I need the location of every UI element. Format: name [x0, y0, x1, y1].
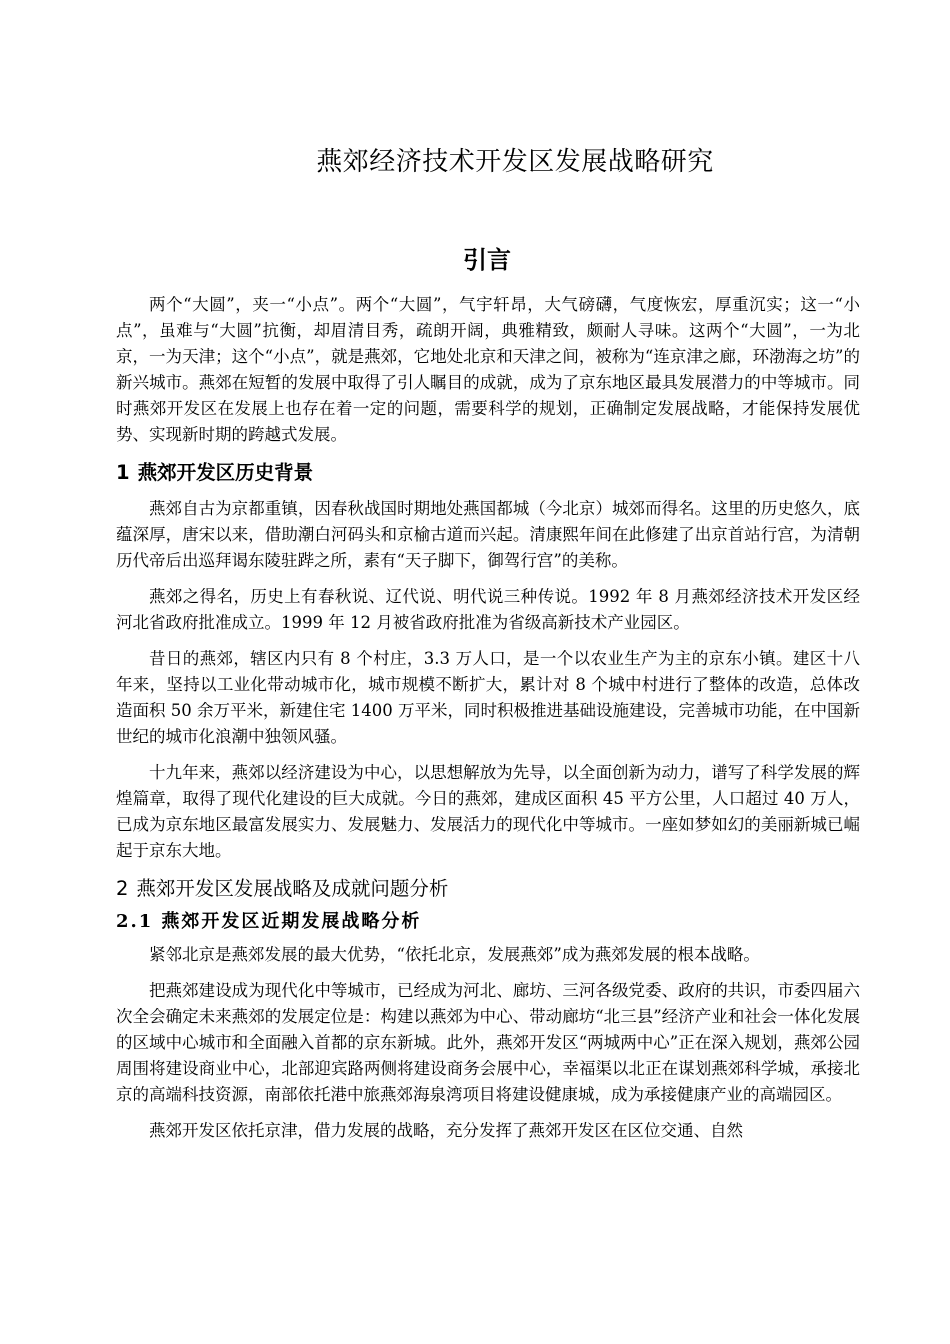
- section-1-paragraph: 十九年来，燕郊以经济建设为中心，以思想解放为先导，以全面创新为动力，谱写了科学发展的辉煌篇章，取得了现代化建设的巨大成就。今日的燕郊，建成区面积 45 平方公里，人口超过 40 万人，已成为京东地区最富发展实力、发展魅力、发展活力的现代化中等城市。一座如梦如幻的美丽新城已崛起于京东大地。: [116, 763, 860, 860]
- section-2-heading: [116, 874, 860, 904]
- section-2-1-number: 2.1: [116, 911, 154, 932]
- section-1-number: 1: [116, 461, 130, 484]
- document-title: 燕郊经济技术开发区发展战略研究: [316, 147, 714, 177]
- intro-paragraph: 两个“大圆”，夹一“小点”。两个“大圆”，气宇轩昂，大气磅礴，气度恢宏，厚重沉实；这一“小点”，虽难与“大圆”抗衡，却眉清目秀，疏朗开阔，典雅精致，颇耐人寻味。这两个“大圆”，一为北京，一为天津；这个“小点”，就是燕郊，它地处北京和天津之间，被称为“连京津之廊，环渤海之坊”的新兴城市。燕郊在短暂的发展中取得了引人瞩目的成就，成为了京东地区最具发展潜力的中等城市。同时燕郊开发区在发展上也存在着一定的问题，需要科学的规划，正确制定发展战略，才能保持发展优势、实现新时期的跨越式发展。: [116, 295, 860, 444]
- section-1-paragraph: 燕郊自古为京都重镇，因春秋战国时期地处燕国都城（今北京）城郊而得名。这里的历史悠久，底蕴深厚，唐宋以来，借助潮白河码头和京榆古道而兴起。清康熙年间在此修建了出京首站行宫，为清朝历代帝后出巡拜谒东陵驻跸之所，素有“天子脚下，御驾行宫”的美称。: [116, 499, 860, 570]
- section-1-paragraph: 昔日的燕郊，辖区内只有 8 个村庄，3.3 万人口，是一个以农业生产为主的京东小镇。建区十八年来，坚持以工业化带动城市化，城市规模不断扩大，累计对 8 个城中村进行了整体的改造，总体改造面积 50 余万平米，新建住宅 1400 万平米，同时积极推进基础设施建设，完善城市功能，在中国新世纪的城市化浪潮中独领风骚。: [116, 649, 860, 746]
- section-2-1-paragraph: 把燕郊建设成为现代化中等城市，已经成为河北、廊坊、三河各级党委、政府的共识，市委四届六次全会确定未来燕郊的发展定位是：构建以燕郊为中心、带动廊坊“北三县”经济产业和社会一体化发展的区域中心城市和全面融入首都的京东新城。此外，燕郊开发区“两城两中心”正在深入规划，燕郊公园周围将建设商业中心，北部迎宾路两侧将建设商务会展中心，幸福渠以北正在谋划燕郊科学城，承接北京的高端科技资源，南部依托港中旅燕郊海泉湾项目将建设健康城，成为承接健康产业的高端园区。: [116, 981, 860, 1104]
- section-2-number: 2: [116, 877, 129, 900]
- section-2-1-paragraph: 燕郊开发区依托京津，借力发展的战略，充分发挥了燕郊开发区在区位交通、自然: [149, 1121, 743, 1140]
- section-1-title: 燕郊开发区历史背景: [137, 461, 314, 484]
- document-body: [116, 292, 860, 1154]
- intro-heading: 引言: [463, 246, 511, 274]
- section-2-1-title: 燕郊开发区近期发展战略分析: [161, 911, 422, 932]
- section-1-paragraph: 燕郊之得名，历史上有春秋说、辽代说、明代说三种传说。1992 年 8 月燕郊经济技术开发区经河北省政府批准成立。1999 年 12 月被省政府批准为省级高新技术产业园区。: [116, 587, 860, 632]
- section-2-1-paragraph: 紧邻北京是燕郊发展的最大优势，“依托北京，发展燕郊”成为燕郊发展的根本战略。: [149, 945, 760, 964]
- section-2-title: 燕郊开发区发展战略及成就问题分析: [136, 877, 449, 900]
- section-2-1-heading: [116, 908, 860, 936]
- section-1-heading: [116, 458, 860, 488]
